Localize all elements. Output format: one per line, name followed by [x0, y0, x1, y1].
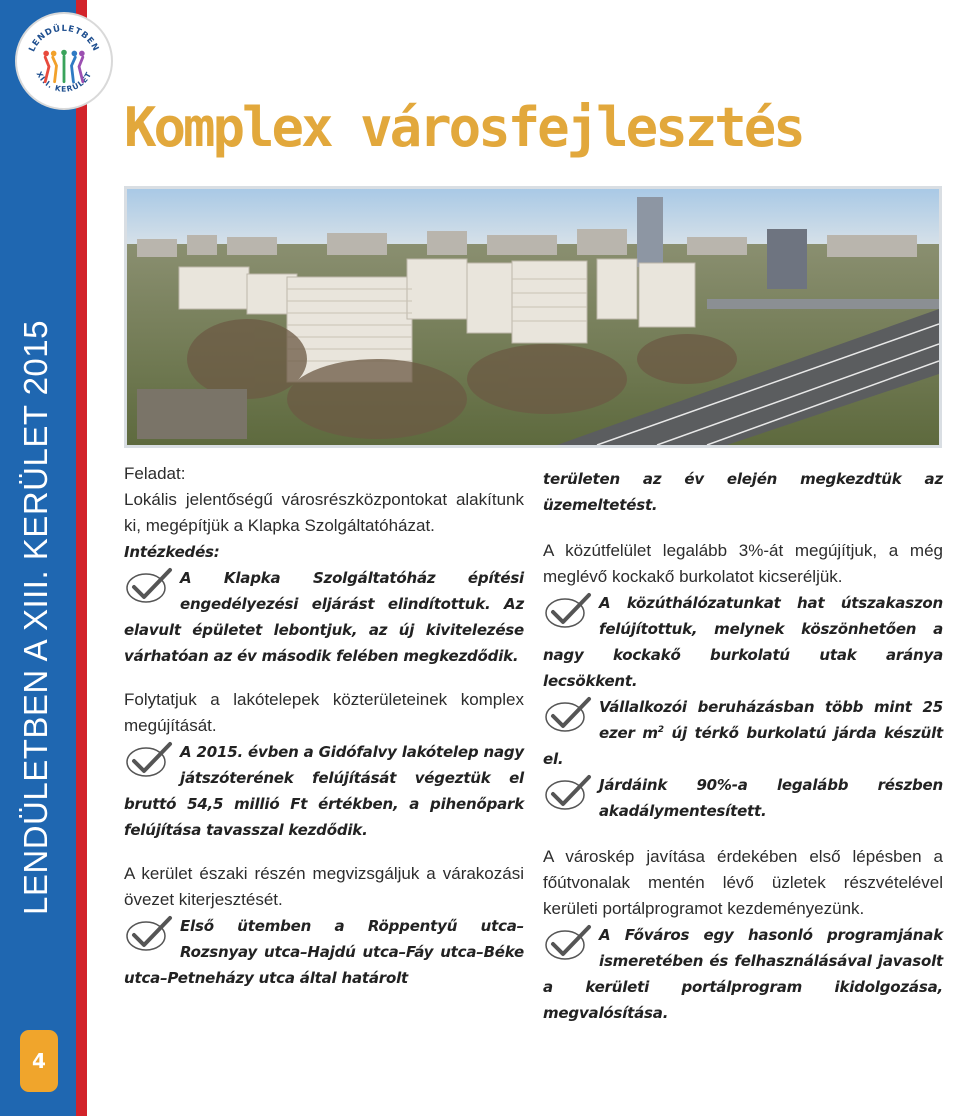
measure-item — [543, 590, 943, 694]
side-red-stripe — [76, 0, 87, 1116]
measure-item — [124, 739, 524, 843]
page-title: Komplex városfejlesztés — [124, 96, 803, 159]
measure-item — [543, 922, 943, 1026]
measure-accessibility-text: Járdáink 90%-a legalább részben akadálymentesített. — [599, 776, 943, 820]
measure-sidewalk-text-a: Vállalkozói beruházásban több mint 25 ezer m — [599, 698, 943, 742]
left-column — [124, 461, 524, 991]
measure-roads-text: A közúthálózatunkat hat útszakaszon felújítottuk, melynek köszönhetően a nagy kockakő burkolatú utak aránya lecsökkent. — [543, 594, 943, 690]
lendulet-logo — [15, 12, 113, 110]
measure-3-text: Első ütemben a Röppentyű utca–Rozsnyay utca–Hajdú utca–Fáy utca–Béke utca–Petneházy utca által határolt — [124, 917, 524, 987]
checkmark-icon — [543, 773, 593, 813]
right-column — [543, 466, 943, 1026]
logo-text-top: LENDÜLETBEN — [26, 22, 102, 54]
logo-figures-icon — [43, 50, 84, 82]
logo-text-bottom: XIII. KERÜLET — [34, 69, 94, 94]
measure-item — [124, 913, 524, 991]
measure-1-text: A Klapka Szolgáltatóház építési engedélyezési eljárást elindítottuk. Az elavult épületet lebontjuk, az új kivitelezése várhatóan az év második felében megkezdődik. — [124, 569, 524, 665]
paragraph-cityscape: A városkép javítása érdekében első lépésben a főútvonalak mentén lévő üzletek részvételével kerületi portálprogramot kezdeményezünk. — [543, 847, 943, 918]
measure-item — [124, 565, 524, 669]
page-number-badge: 4 — [20, 1030, 58, 1092]
continuation-text: területen az év elején megkezdtük az üzemeltetést. — [543, 470, 943, 514]
paragraph-parking: A kerület északi részén megvizsgáljuk a várakozási övezet kiterjesztését. — [124, 864, 524, 909]
measure-portal-text: A Főváros egy hasonló programjának ismeretében és felhasználásával javasolt a kerületi portálprogram ikidolgozása, megvalósítása. — [543, 926, 943, 1022]
aerial-photo-housing-estate — [124, 186, 942, 448]
task-label: Feladat: — [124, 464, 186, 483]
checkmark-icon — [124, 740, 174, 780]
checkmark-icon — [543, 695, 593, 735]
paragraph-road-surface: A közútfelület legalább 3%-át megújítjuk, a még meglévő kockakő burkolatot kicseréljük. — [543, 541, 943, 586]
task-text: Lokális jelentőségű városrészközpontokat alakítunk ki, megépítjük a Klapka Szolgáltatóházat. — [124, 490, 524, 535]
svg-text:LENDÜLETBEN — [26, 23, 101, 53]
measure-sidewalk-text-b: új térkő burkolatú járda készült el. — [543, 724, 943, 768]
side-white-stripe — [87, 0, 90, 1116]
checkmark-icon — [543, 923, 593, 963]
paragraph-estates: Folytatjuk a lakótelepek közterületeinek komplex megújítását. — [124, 690, 524, 735]
measure-item — [543, 772, 943, 824]
checkmark-icon — [124, 566, 174, 606]
measure-2-text: A 2015. évben a Gidófalvy lakótelep nagy játszóterének felújítását végeztük el bruttó 54,5 millió Ft értékben, a pihenőpark felújítása tavasszal kezdődik. — [124, 743, 524, 839]
checkmark-icon — [543, 591, 593, 631]
sidebar-vertical-title: LENDÜLETBEN A XIII. KERÜLET 2015 — [17, 320, 54, 915]
checkmark-icon — [124, 914, 174, 954]
measure-item — [543, 694, 943, 772]
measure-sidewalk-sup: 2 — [657, 725, 664, 735]
measure-label: Intézkedés: — [124, 543, 220, 561]
